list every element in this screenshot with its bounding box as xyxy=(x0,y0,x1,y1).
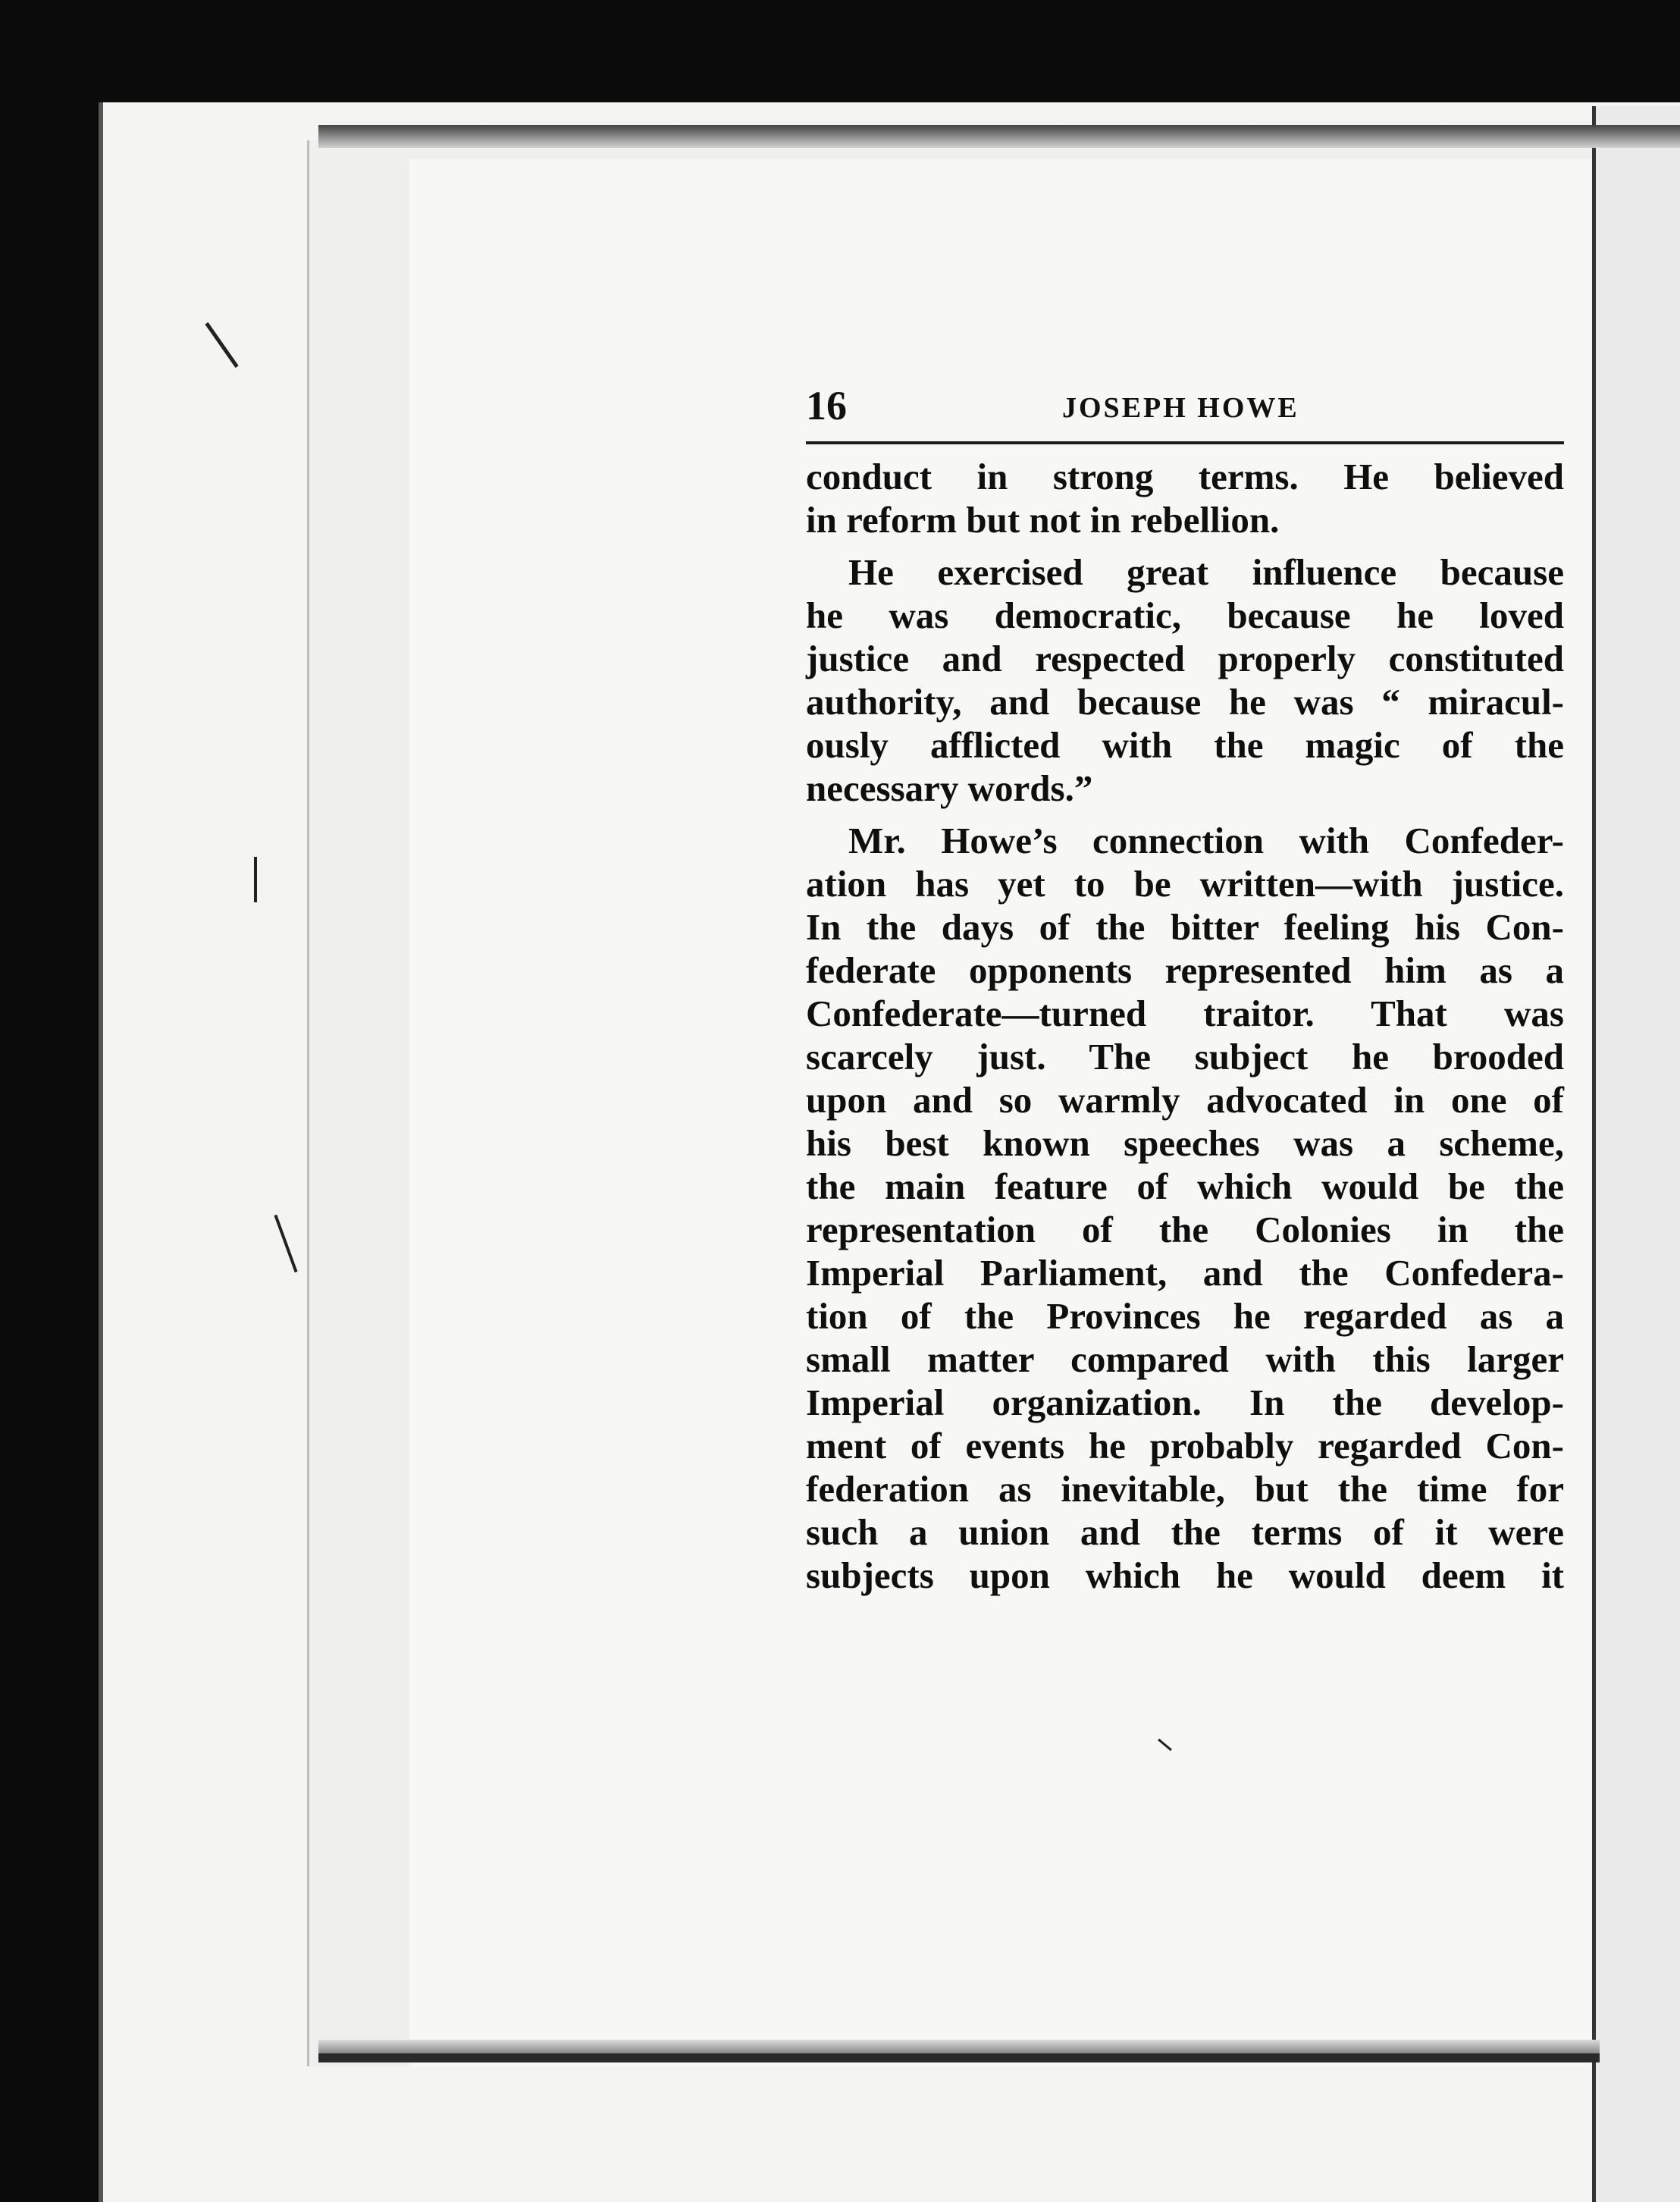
text-line: conduct in strong terms. He believed xyxy=(806,456,1564,497)
header-rule xyxy=(806,441,1564,444)
bottom-edge xyxy=(318,2053,1600,2062)
text-line: necessary words.” xyxy=(806,767,1093,809)
text-line: representation of the Colonies in the xyxy=(806,1209,1564,1250)
text-line: ment of events he probably regarded Con- xyxy=(806,1425,1564,1466)
top-edge-shadow xyxy=(318,125,1680,148)
text-line: Confederate—turned traitor. That was xyxy=(806,993,1564,1034)
text-line: scarcely just. The subject he brooded xyxy=(806,1036,1564,1077)
paragraph xyxy=(806,455,1564,541)
text-line: the main feature of which would be the xyxy=(806,1165,1564,1207)
running-title: JOSEPH HOWE xyxy=(1062,392,1299,424)
text-line: in reform but not in rebellion. xyxy=(806,499,1280,541)
text-line: authority, and because he was “ miracul- xyxy=(806,681,1564,723)
text-line: Mr. Howe’s connection with Confeder- xyxy=(848,820,1564,861)
text-line: small matter compared with this larger xyxy=(806,1338,1564,1380)
text-line: justice and respected properly constituted xyxy=(806,638,1564,679)
text-line: Imperial organization. In the develop- xyxy=(806,1382,1564,1423)
text-line: He exercised great influence because xyxy=(848,551,1564,593)
text-line: ously afflicted with the magic of the xyxy=(806,724,1564,766)
body-text xyxy=(806,455,1564,1606)
text-line: such a union and the terms of it were xyxy=(806,1511,1564,1553)
bottom-edge-shadow xyxy=(318,2040,1600,2053)
running-head xyxy=(806,383,1564,436)
text-line: upon and so warmly advocated in one of xyxy=(806,1079,1564,1121)
text-line: tion of the Provinces he regarded as a xyxy=(806,1295,1564,1337)
paragraph xyxy=(806,819,1564,1597)
text-line: he was democratic, because he loved xyxy=(806,594,1564,636)
text-line: Imperial Parliament, and the Confedera- xyxy=(806,1252,1564,1294)
text-line: ation has yet to be written—with justice. xyxy=(806,863,1564,905)
page-number: 16 xyxy=(806,383,847,428)
text-line: In the days of the bitter feeling his Con- xyxy=(806,906,1564,948)
text-line: federation as inevitable, but the time for xyxy=(806,1468,1564,1510)
text-line: his best known speeches was a scheme, xyxy=(806,1122,1564,1164)
right-page-edge xyxy=(1592,106,1680,2202)
paragraph xyxy=(806,550,1564,810)
text-line: subjects upon which he would deem it xyxy=(806,1554,1564,1596)
scan-mark xyxy=(254,857,257,902)
text-line: federate opponents represented him as a xyxy=(806,949,1564,991)
